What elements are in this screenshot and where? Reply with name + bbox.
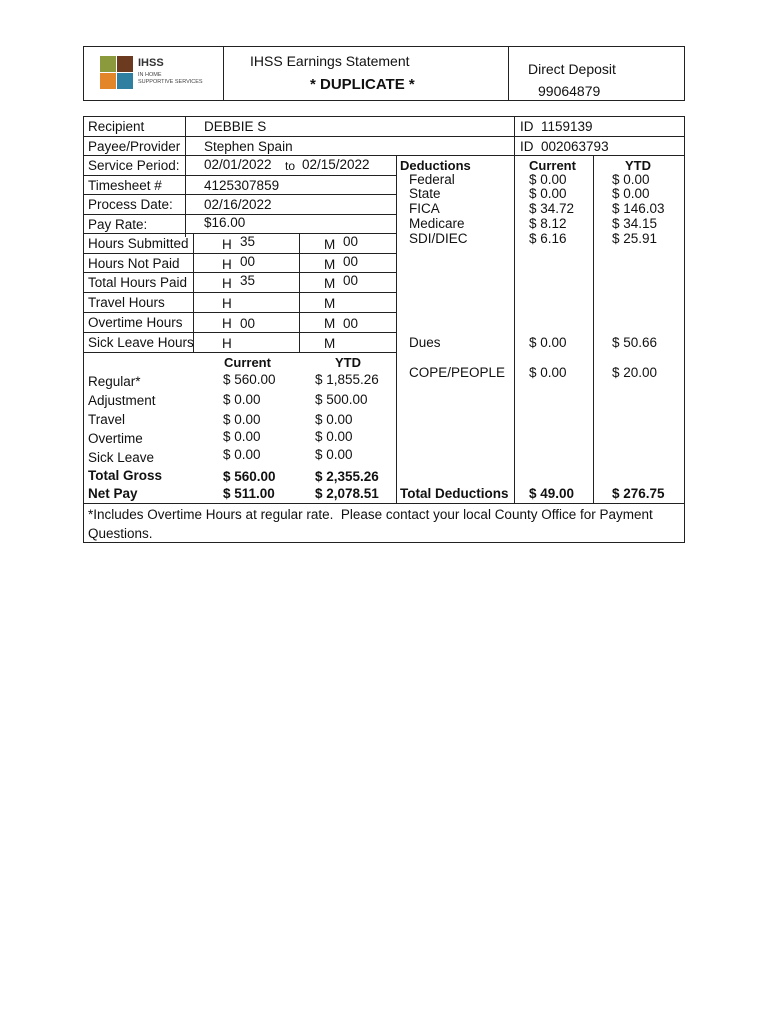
timesheet-value: 4125307859 xyxy=(204,178,280,193)
earnings-current-header: Current xyxy=(224,355,271,370)
timesheet-label: Timesheet # xyxy=(88,178,162,193)
deduction-label-sdi: SDI/DIEC xyxy=(409,231,468,246)
duplicate-label: * DUPLICATE * xyxy=(310,76,415,93)
col-line xyxy=(593,155,594,503)
header-divider-2 xyxy=(508,46,509,101)
col-line xyxy=(185,116,186,237)
logo-square-brown xyxy=(117,56,133,72)
hours-not-paid-label: Hours Not Paid xyxy=(88,256,180,271)
hours-not-paid-h: H xyxy=(222,257,232,272)
earnings-ytd-sick-leave: $ 0.00 xyxy=(315,447,353,462)
direct-deposit-label: Direct Deposit xyxy=(528,61,616,77)
hours-submitted-hval: 35 xyxy=(240,234,256,249)
travel-hours-m: M xyxy=(324,296,336,311)
deduction-current-fica: $ 34.72 xyxy=(529,201,575,216)
deduction-current-medicare: $ 8.12 xyxy=(529,216,567,231)
deduction-current-dues: $ 0.00 xyxy=(529,335,567,350)
col-line xyxy=(514,116,515,155)
hours-submitted-m: M xyxy=(324,237,336,252)
provider-id: ID 002063793 xyxy=(520,139,609,154)
earnings-label-total-gross: Total Gross xyxy=(88,468,163,483)
earnings-ytd-regular: $ 1,855.26 xyxy=(315,372,379,387)
overtime-hours-m: M xyxy=(324,316,336,331)
deduction-current-federal: $ 0.00 xyxy=(529,172,567,187)
deduction-ytd-medicare: $ 34.15 xyxy=(612,216,658,231)
earnings-label-overtime: Overtime xyxy=(88,431,143,446)
direct-deposit-number: 99064879 xyxy=(538,83,601,99)
travel-hours-h: H xyxy=(222,296,232,311)
earnings-current-overtime: $ 0.00 xyxy=(223,429,261,444)
total-hours-paid-label: Total Hours Paid xyxy=(88,275,188,290)
hours-not-paid-m: M xyxy=(324,257,336,272)
pay-rate-label: Pay Rate: xyxy=(88,217,148,232)
deduction-current-state: $ 0.00 xyxy=(529,186,567,201)
deduction-ytd-dues: $ 50.66 xyxy=(612,335,658,350)
recipient-id: ID 1159139 xyxy=(520,119,593,134)
overtime-hours-label: Overtime Hours xyxy=(88,315,183,330)
recipient-label: Recipient xyxy=(88,119,145,134)
total-deductions-ytd: $ 276.75 xyxy=(612,486,665,501)
earnings-current-adjustment: $ 0.00 xyxy=(223,392,261,407)
logo-square-blue xyxy=(117,73,133,89)
service-period-from: 02/01/2022 xyxy=(204,157,272,172)
header-divider-1 xyxy=(223,46,224,101)
ihss-logo xyxy=(100,56,210,92)
deduction-ytd-cope: $ 20.00 xyxy=(612,365,658,380)
deduction-ytd-fica: $ 146.03 xyxy=(612,201,665,216)
deduction-label-fica: FICA xyxy=(409,201,440,216)
total-deductions-current: $ 49.00 xyxy=(529,486,575,501)
overtime-hours-hval: 00 xyxy=(240,316,256,331)
logo-subtext-2: SUPPORTIVE SERVICES xyxy=(138,79,203,85)
row-line xyxy=(83,136,685,137)
travel-hours-label: Travel Hours xyxy=(88,295,165,310)
logo-subtext-1: IN HOME xyxy=(138,72,162,78)
earnings-current-regular: $ 560.00 xyxy=(223,372,276,387)
earnings-label-regular: Regular* xyxy=(88,374,141,389)
row-line xyxy=(83,312,396,313)
total-hours-paid-hval: 35 xyxy=(240,273,256,288)
overtime-hours-h: H xyxy=(222,316,232,331)
row-line xyxy=(83,292,396,293)
row-line xyxy=(83,194,396,195)
col-line xyxy=(514,155,515,503)
deduction-current-cope: $ 0.00 xyxy=(529,365,567,380)
deductions-current-header: Current xyxy=(529,158,576,173)
statement-title: IHSS Earnings Statement xyxy=(250,53,410,69)
logo-text: IHSS xyxy=(138,57,164,69)
sick-leave-hours-m: M xyxy=(324,336,336,351)
col-line xyxy=(396,155,397,503)
earnings-current-sick-leave: $ 0.00 xyxy=(223,447,261,462)
total-deductions-label: Total Deductions xyxy=(400,486,509,501)
earnings-label-net-pay: Net Pay xyxy=(88,486,138,501)
hours-not-paid-hval: 00 xyxy=(240,254,256,269)
deduction-label-state: State xyxy=(409,186,441,201)
service-period-label: Service Period: xyxy=(88,158,180,173)
overtime-hours-mval: 00 xyxy=(343,316,359,331)
total-hours-paid-h: H xyxy=(222,276,232,291)
total-hours-paid-m: M xyxy=(324,276,336,291)
provider-value: Stephen Spain xyxy=(204,139,293,154)
earnings-label-adjustment: Adjustment xyxy=(88,393,156,408)
deduction-label-dues: Dues xyxy=(409,335,441,350)
earnings-label-travel: Travel xyxy=(88,412,126,427)
earnings-ytd-header: YTD xyxy=(335,355,361,370)
deduction-ytd-sdi: $ 25.91 xyxy=(612,231,658,246)
row-line xyxy=(83,503,685,504)
deductions-title: Deductions xyxy=(400,158,471,173)
deductions-ytd-header: YTD xyxy=(625,158,651,173)
earnings-current-net-pay: $ 511.00 xyxy=(223,486,275,501)
earnings-current-total-gross: $ 560.00 xyxy=(223,469,276,484)
deduction-ytd-federal: $ 0.00 xyxy=(612,172,650,187)
earnings-label-sick-leave: Sick Leave xyxy=(88,450,155,465)
row-line xyxy=(83,155,685,156)
deduction-ytd-state: $ 0.00 xyxy=(612,186,650,201)
hours-submitted-h: H xyxy=(222,237,232,252)
earnings-ytd-travel: $ 0.00 xyxy=(315,412,353,427)
pay-rate-value: $16.00 xyxy=(204,215,246,230)
process-date-value: 02/16/2022 xyxy=(204,197,272,212)
deduction-label-federal: Federal xyxy=(409,172,455,187)
hours-not-paid-mval: 00 xyxy=(343,254,359,269)
recipient-value: DEBBIE S xyxy=(204,119,267,134)
sick-leave-hours-label: Sick Leave Hours xyxy=(88,335,194,350)
deduction-label-medicare: Medicare xyxy=(409,216,465,231)
deduction-current-sdi: $ 6.16 xyxy=(529,231,567,246)
logo-square-olive xyxy=(100,56,116,72)
process-date-label: Process Date: xyxy=(88,197,173,212)
service-period-to: 02/15/2022 xyxy=(302,157,370,172)
footer-note-line-2: Questions. xyxy=(88,526,153,541)
hours-submitted-mval: 00 xyxy=(343,234,359,249)
total-hours-paid-mval: 00 xyxy=(343,273,359,288)
earnings-current-travel: $ 0.00 xyxy=(223,412,261,427)
row-line xyxy=(83,332,396,333)
provider-label: Payee/Provider xyxy=(88,139,181,154)
logo-square-orange xyxy=(100,73,116,89)
earnings-ytd-net-pay: $ 2,078.51 xyxy=(315,486,379,501)
service-period-to-word: to xyxy=(285,159,296,173)
col-line xyxy=(299,233,300,352)
row-line xyxy=(83,352,396,353)
earnings-ytd-adjustment: $ 500.00 xyxy=(315,392,368,407)
footer-note-line-1: *Includes Overtime Hours at regular rate. Please contact your local County Office for Payment xyxy=(88,507,653,522)
deduction-label-cope: COPE/PEOPLE xyxy=(409,365,506,380)
hours-submitted-label: Hours Submitted xyxy=(88,236,189,251)
row-line xyxy=(83,175,396,176)
earnings-ytd-overtime: $ 0.00 xyxy=(315,429,353,444)
earnings-ytd-total-gross: $ 2,355.26 xyxy=(315,469,379,484)
sick-leave-hours-h: H xyxy=(222,336,232,351)
